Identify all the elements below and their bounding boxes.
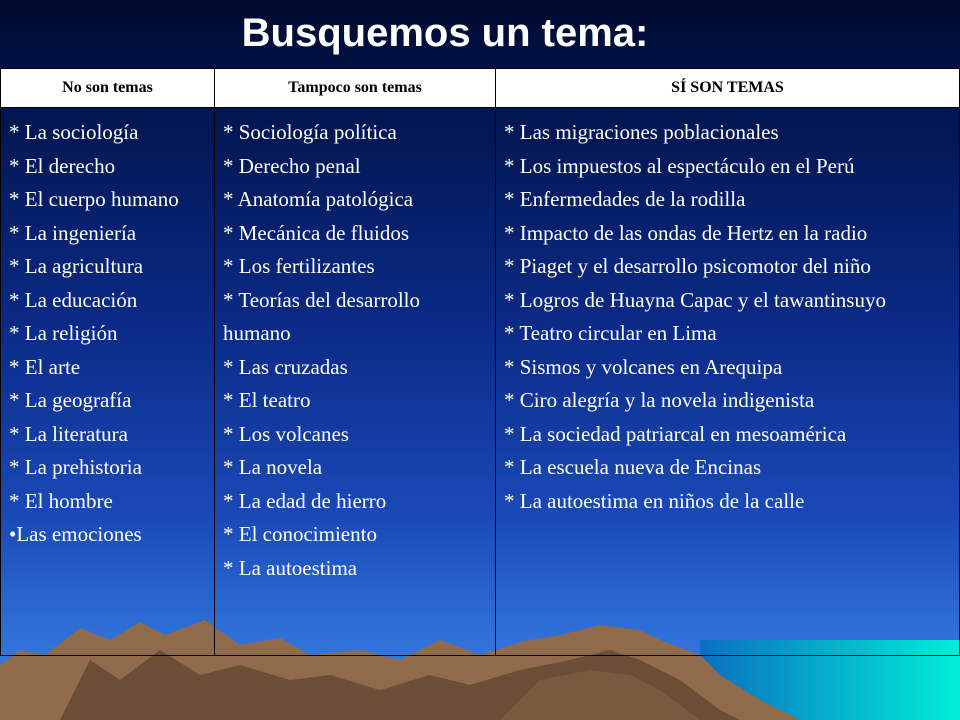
list-item: •Las emociones [9, 522, 142, 546]
list-item: * La educación [9, 287, 138, 312]
list-item: * Los fertilizantes [223, 254, 375, 278]
list-item: * Los volcanes [223, 421, 349, 446]
list-item: * Anatomía patológica [223, 187, 414, 211]
list-item: * Los impuestos al espectáculo en el Perú [504, 153, 855, 178]
list-item: * El arte [9, 354, 81, 379]
list-item: * Sismos y volcanes en Arequipa [504, 354, 783, 379]
list-item: * Teorías del desarrollo humano [223, 287, 420, 345]
list-item: * Teatro circular en Lima [504, 321, 717, 345]
header-si-son-temas: SÍ SON TEMAS [496, 69, 960, 108]
list-item: * La novela [223, 455, 323, 479]
column-no-son-temas [1, 108, 215, 656]
list-item: * La literatura [9, 421, 128, 446]
list-item: * La sociología [9, 120, 139, 144]
list-item: * La edad de hierro [223, 488, 387, 513]
column-tampoco-son-temas [215, 108, 496, 656]
list-item: * Las migraciones poblacionales [504, 120, 779, 144]
list-item: * La agricultura [9, 254, 144, 278]
column-si-son-temas [496, 108, 960, 656]
list-item: * Mecánica de fluidos [223, 220, 410, 245]
list-item: * Piaget y el desarrollo psicomotor del niño [504, 254, 871, 278]
header-no-son-temas: No son temas [1, 69, 215, 108]
list-item: * Sociología política [223, 120, 397, 144]
table-row [1, 108, 960, 656]
list-item: * Logros de Huayna Capac y el tawantinsuyo [504, 287, 886, 312]
list-item: * Impacto de las ondas de Hertz en la radio [504, 220, 868, 245]
list-item: * Derecho penal [223, 153, 361, 178]
slide-title: Busquemos un tema: [241, 11, 649, 55]
list-item: * El hombre [9, 488, 113, 513]
list-item: * Ciro alegría y la novela indigenista [504, 388, 815, 412]
list-item: * El derecho [9, 153, 116, 178]
list-item: * La autoestima en niños de la calle [504, 488, 805, 513]
list-item: * La prehistoria [9, 455, 142, 479]
list-item: * La geografía [9, 388, 132, 412]
list-item: * La escuela nueva de Encinas [504, 455, 762, 479]
list-item: * Las cruzadas [223, 354, 348, 379]
header-tampoco-son-temas: Tampoco son temas [215, 69, 496, 108]
list-item: * Enfermedades de la rodilla [504, 187, 746, 211]
list-item: * El teatro [223, 388, 311, 412]
list-item: * La religión [9, 321, 118, 345]
list-item: * La sociedad patriarcal en mesoamérica [504, 421, 847, 446]
list-item: * El conocimiento [223, 522, 377, 546]
list-item: * La autoestima [223, 555, 358, 580]
table-header-row [1, 69, 960, 108]
list-item: * El cuerpo humano [9, 187, 179, 211]
list-item: * La ingeniería [9, 220, 137, 245]
topics-table [0, 68, 960, 656]
